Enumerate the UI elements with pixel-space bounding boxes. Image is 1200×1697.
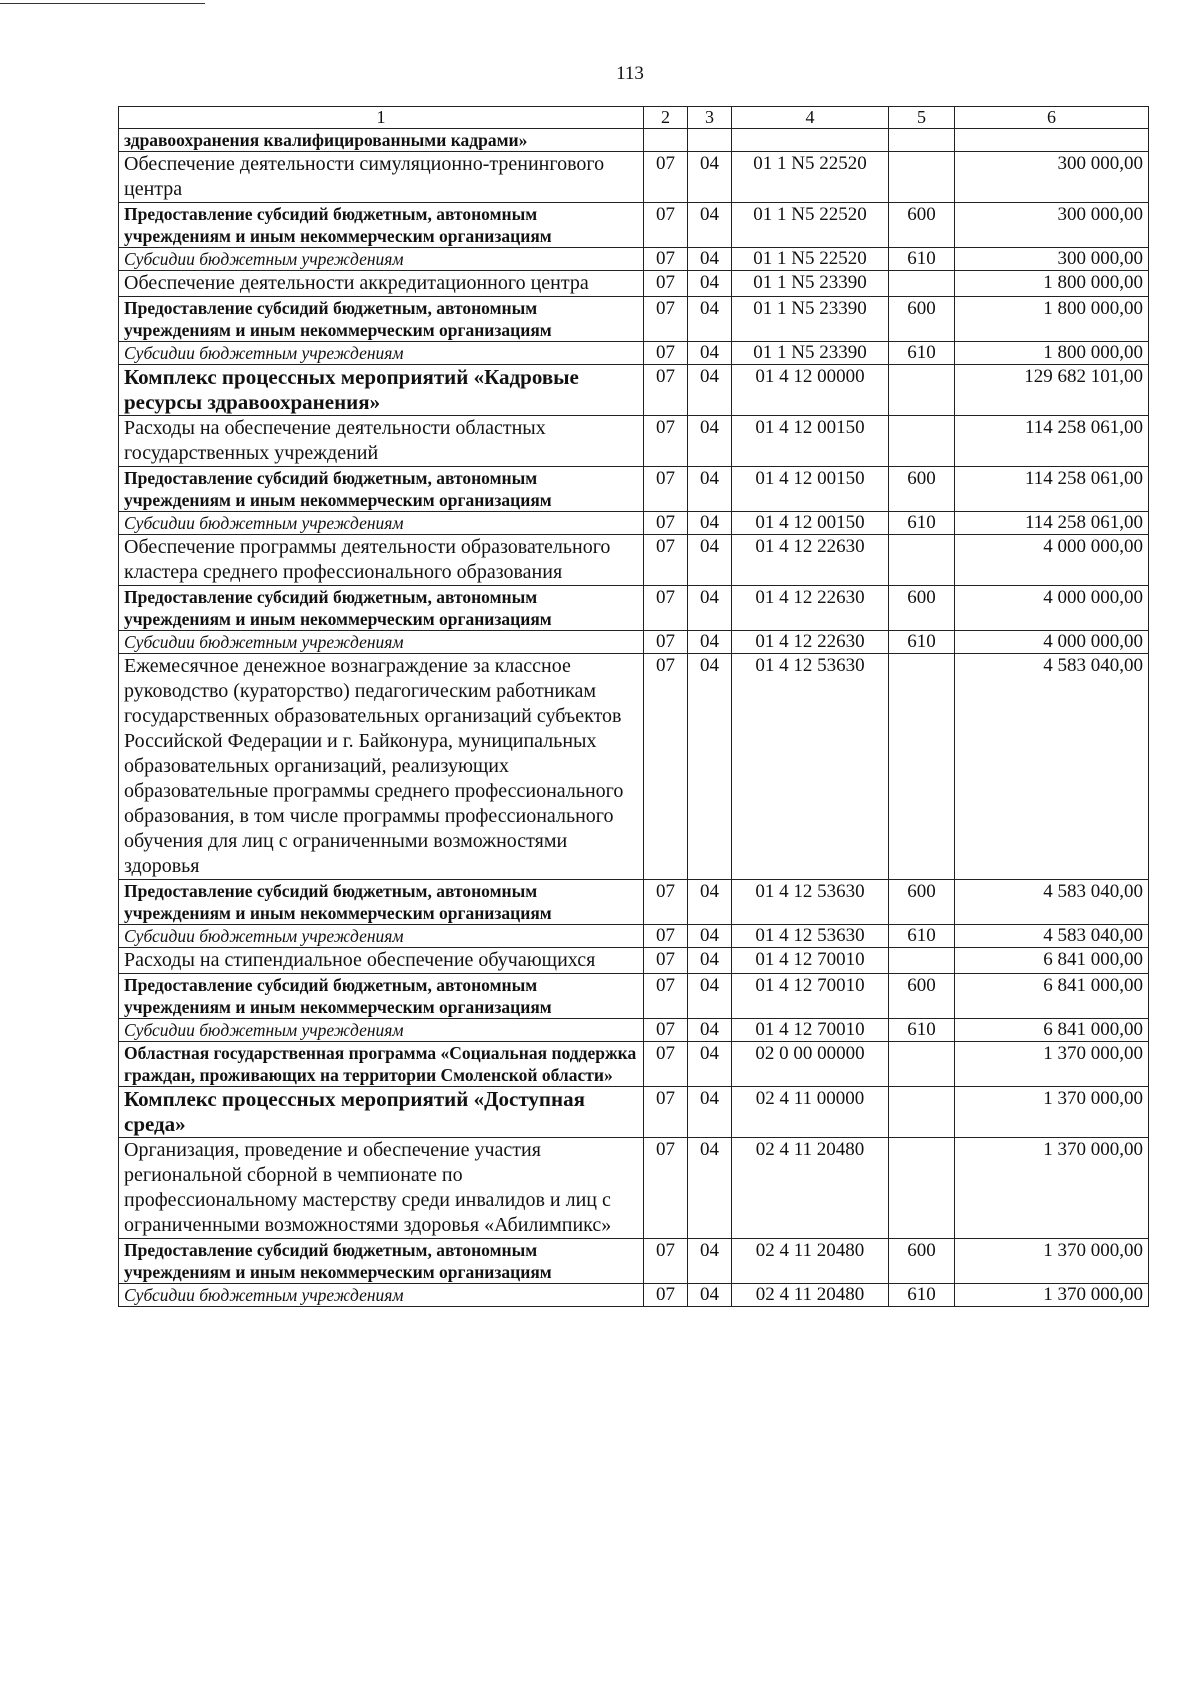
row-amount-cell: 6 841 000,00 — [955, 974, 1149, 1019]
row-name-cell: Областная государственная программа «Социальная поддержка граждан, проживающих на территории Смоленской области» — [119, 1042, 644, 1087]
row-subsection-cell: 04 — [688, 271, 732, 297]
row-expense-type-cell — [889, 535, 955, 586]
row-section-cell: 07 — [644, 631, 688, 654]
row-subsection-cell: 04 — [688, 1138, 732, 1239]
table-row — [119, 535, 1149, 586]
row-amount-cell: 1 800 000,00 — [955, 271, 1149, 297]
row-target-article-cell: 02 4 11 00000 — [732, 1087, 889, 1138]
row-target-article-cell: 01 1 N5 22520 — [732, 152, 889, 203]
row-name-cell: Обеспечение программы деятельности образовательного кластера среднего профессионального образования — [119, 535, 644, 586]
row-amount-cell: 1 370 000,00 — [955, 1087, 1149, 1138]
table-row — [119, 1284, 1149, 1307]
table-header-row — [119, 107, 1149, 129]
table-row — [119, 203, 1149, 248]
row-expense-type-cell: 610 — [889, 248, 955, 271]
page-number: 113 — [616, 63, 644, 84]
row-subsection-cell: 04 — [688, 342, 732, 365]
row-amount-cell: 6 841 000,00 — [955, 948, 1149, 974]
row-name-cell: Предоставление субсидий бюджетным, автономным учреждениям и иным некоммерческим организациям — [119, 974, 644, 1019]
table-row — [119, 1019, 1149, 1042]
row-section-cell: 07 — [644, 1239, 688, 1284]
table-row — [119, 342, 1149, 365]
row-name-cell: Субсидии бюджетным учреждениям — [119, 1019, 644, 1042]
row-target-article-cell: 01 4 12 22630 — [732, 535, 889, 586]
row-expense-type-cell: 610 — [889, 342, 955, 365]
row-amount-cell: 114 258 061,00 — [955, 416, 1149, 467]
row-target-article-cell: 01 4 12 00000 — [732, 365, 889, 416]
row-subsection-cell: 04 — [688, 1087, 732, 1138]
row-amount-cell: 1 370 000,00 — [955, 1239, 1149, 1284]
row-subsection-cell: 04 — [688, 203, 732, 248]
row-target-article-cell: 01 4 12 70010 — [732, 974, 889, 1019]
table-row — [119, 654, 1149, 880]
row-name-cell: Предоставление субсидий бюджетным, автономным учреждениям и иным некоммерческим организациям — [119, 880, 644, 925]
row-section-cell: 07 — [644, 948, 688, 974]
table-row — [119, 129, 1149, 152]
header-cell-4: 4 — [732, 107, 889, 129]
row-subsection-cell: 04 — [688, 880, 732, 925]
row-target-article-cell: 01 4 12 53630 — [732, 880, 889, 925]
row-target-article-cell: 01 4 12 53630 — [732, 654, 889, 880]
header-cell-1: 1 — [119, 107, 644, 129]
row-name-cell: Субсидии бюджетным учреждениям — [119, 248, 644, 271]
row-subsection-cell: 04 — [688, 1019, 732, 1042]
table-row — [119, 880, 1149, 925]
row-amount-cell: 129 682 101,00 — [955, 365, 1149, 416]
header-cell-2: 2 — [644, 107, 688, 129]
row-subsection-cell: 04 — [688, 416, 732, 467]
row-target-article-cell: 01 4 12 00150 — [732, 416, 889, 467]
row-expense-type-cell: 610 — [889, 631, 955, 654]
row-target-article-cell: 01 1 N5 23390 — [732, 271, 889, 297]
row-target-article-cell: 01 4 12 00150 — [732, 512, 889, 535]
row-name-cell: Предоставление субсидий бюджетным, автономным учреждениям и иным некоммерческим организациям — [119, 203, 644, 248]
row-expense-type-cell: 600 — [889, 586, 955, 631]
row-section-cell: 07 — [644, 1087, 688, 1138]
row-target-article-cell: 01 1 N5 22520 — [732, 248, 889, 271]
table-row — [119, 271, 1149, 297]
row-amount-cell: 4 583 040,00 — [955, 925, 1149, 948]
row-name-cell: Предоставление субсидий бюджетным, автономным учреждениям и иным некоммерческим организациям — [119, 586, 644, 631]
row-amount-cell: 1 370 000,00 — [955, 1284, 1149, 1307]
row-amount-cell: 6 841 000,00 — [955, 1019, 1149, 1042]
row-amount-cell: 4 000 000,00 — [955, 586, 1149, 631]
row-expense-type-cell: 610 — [889, 925, 955, 948]
row-section-cell: 07 — [644, 152, 688, 203]
row-name-cell: Предоставление субсидий бюджетным, автономным учреждениям и иным некоммерческим организациям — [119, 1239, 644, 1284]
row-expense-type-cell — [889, 129, 955, 152]
row-name-cell: Обеспечение деятельности аккредитационного центра — [119, 271, 644, 297]
row-expense-type-cell — [889, 271, 955, 297]
row-section-cell: 07 — [644, 203, 688, 248]
row-subsection-cell: 04 — [688, 467, 732, 512]
row-section-cell: 07 — [644, 342, 688, 365]
row-target-article-cell: 01 4 12 53630 — [732, 925, 889, 948]
budget-table — [118, 106, 1149, 1307]
table-row — [119, 631, 1149, 654]
row-target-article-cell: 01 4 12 00150 — [732, 467, 889, 512]
row-expense-type-cell: 600 — [889, 974, 955, 1019]
row-name-cell: Расходы на обеспечение деятельности областных государственных учреждений — [119, 416, 644, 467]
row-name-cell: Субсидии бюджетным учреждениям — [119, 1284, 644, 1307]
table-row — [119, 467, 1149, 512]
row-amount-cell: 1 370 000,00 — [955, 1138, 1149, 1239]
row-subsection-cell: 04 — [688, 535, 732, 586]
row-target-article-cell: 01 1 N5 23390 — [732, 342, 889, 365]
row-section-cell: 07 — [644, 248, 688, 271]
row-target-article-cell: 01 1 N5 23390 — [732, 297, 889, 342]
row-expense-type-cell — [889, 1042, 955, 1087]
table-row — [119, 152, 1149, 203]
table-row — [119, 512, 1149, 535]
table-row — [119, 925, 1149, 948]
row-expense-type-cell: 600 — [889, 297, 955, 342]
row-amount-cell: 4 000 000,00 — [955, 535, 1149, 586]
row-section-cell: 07 — [644, 467, 688, 512]
table-row — [119, 948, 1149, 974]
header-cell-3: 3 — [688, 107, 732, 129]
row-section-cell: 07 — [644, 535, 688, 586]
row-amount-cell: 114 258 061,00 — [955, 467, 1149, 512]
row-name-cell: Субсидии бюджетным учреждениям — [119, 512, 644, 535]
row-amount-cell: 300 000,00 — [955, 248, 1149, 271]
row-amount-cell: 1 370 000,00 — [955, 1042, 1149, 1087]
row-name-cell: Комплекс процессных мероприятий «Доступная среда» — [119, 1087, 644, 1138]
row-target-article-cell — [732, 129, 889, 152]
row-name-cell: Обеспечение деятельности симуляционно-тренингового центра — [119, 152, 644, 203]
row-expense-type-cell: 610 — [889, 1019, 955, 1042]
header-cell-5: 5 — [889, 107, 955, 129]
row-section-cell: 07 — [644, 974, 688, 1019]
row-target-article-cell: 01 1 N5 22520 — [732, 203, 889, 248]
row-name-cell: Предоставление субсидий бюджетным, автономным учреждениям и иным некоммерческим организациям — [119, 467, 644, 512]
row-expense-type-cell — [889, 365, 955, 416]
row-section-cell: 07 — [644, 880, 688, 925]
row-amount-cell: 300 000,00 — [955, 152, 1149, 203]
corner-line — [0, 3, 205, 4]
row-section-cell: 07 — [644, 925, 688, 948]
row-subsection-cell: 04 — [688, 365, 732, 416]
table-body — [119, 107, 1149, 1307]
row-amount-cell: 1 800 000,00 — [955, 342, 1149, 365]
row-subsection-cell: 04 — [688, 297, 732, 342]
row-target-article-cell: 01 4 12 70010 — [732, 1019, 889, 1042]
row-expense-type-cell: 600 — [889, 880, 955, 925]
row-amount-cell: 4 000 000,00 — [955, 631, 1149, 654]
row-section-cell: 07 — [644, 1138, 688, 1239]
row-subsection-cell: 04 — [688, 586, 732, 631]
row-expense-type-cell — [889, 948, 955, 974]
row-subsection-cell: 04 — [688, 512, 732, 535]
row-subsection-cell: 04 — [688, 1239, 732, 1284]
row-name-cell: Комплекс процессных мероприятий «Кадровые ресурсы здравоохранения» — [119, 365, 644, 416]
table-row — [119, 974, 1149, 1019]
row-expense-type-cell — [889, 1087, 955, 1138]
row-section-cell: 07 — [644, 297, 688, 342]
row-subsection-cell: 04 — [688, 974, 732, 1019]
row-section-cell: 07 — [644, 512, 688, 535]
header-cell-6: 6 — [955, 107, 1149, 129]
row-section-cell: 07 — [644, 586, 688, 631]
row-name-cell: Субсидии бюджетным учреждениям — [119, 342, 644, 365]
row-amount-cell: 1 800 000,00 — [955, 297, 1149, 342]
row-amount-cell: 114 258 061,00 — [955, 512, 1149, 535]
row-target-article-cell: 01 4 12 70010 — [732, 948, 889, 974]
table-row — [119, 1042, 1149, 1087]
row-name-cell: Ежемесячное денежное вознаграждение за классное руководство (кураторство) педагогическим работникам государственных образовательных организаций субъектов Российской Федерации и г. Байконура, муниципальных образовательных организаций, реализующих образовательные программы среднего профессионального образования, в том числе программы профессионального обучения для лиц с ограниченными возможностями здоровья — [119, 654, 644, 880]
row-subsection-cell: 04 — [688, 948, 732, 974]
row-subsection-cell — [688, 129, 732, 152]
row-subsection-cell: 04 — [688, 152, 732, 203]
row-subsection-cell: 04 — [688, 631, 732, 654]
row-subsection-cell: 04 — [688, 1284, 732, 1307]
row-name-cell: Организация, проведение и обеспечение участия региональной сборной в чемпионате по профессиональному мастерству среди инвалидов и лиц с ограниченными возможностями здоровья «Абилимпикс» — [119, 1138, 644, 1239]
table-row — [119, 248, 1149, 271]
row-section-cell: 07 — [644, 271, 688, 297]
row-section-cell: 07 — [644, 1284, 688, 1307]
table-row — [119, 1138, 1149, 1239]
row-expense-type-cell: 600 — [889, 1239, 955, 1284]
row-name-cell: Расходы на стипендиальное обеспечение обучающихся — [119, 948, 644, 974]
row-amount-cell: 4 583 040,00 — [955, 880, 1149, 925]
row-target-article-cell: 02 0 00 00000 — [732, 1042, 889, 1087]
row-target-article-cell: 01 4 12 22630 — [732, 631, 889, 654]
table-row — [119, 1239, 1149, 1284]
row-target-article-cell: 02 4 11 20480 — [732, 1284, 889, 1307]
row-target-article-cell: 02 4 11 20480 — [732, 1239, 889, 1284]
row-section-cell — [644, 129, 688, 152]
row-name-cell: здравоохранения квалифицированными кадрами» — [119, 129, 644, 152]
row-target-article-cell: 01 4 12 22630 — [732, 586, 889, 631]
table-row — [119, 1087, 1149, 1138]
row-name-cell: Субсидии бюджетным учреждениям — [119, 631, 644, 654]
row-amount-cell — [955, 129, 1149, 152]
row-expense-type-cell — [889, 654, 955, 880]
row-section-cell: 07 — [644, 1042, 688, 1087]
row-expense-type-cell: 600 — [889, 203, 955, 248]
row-subsection-cell: 04 — [688, 1042, 732, 1087]
row-expense-type-cell — [889, 152, 955, 203]
row-subsection-cell: 04 — [688, 925, 732, 948]
row-amount-cell: 300 000,00 — [955, 203, 1149, 248]
row-expense-type-cell: 610 — [889, 1284, 955, 1307]
row-subsection-cell: 04 — [688, 248, 732, 271]
row-section-cell: 07 — [644, 416, 688, 467]
table-row — [119, 297, 1149, 342]
row-section-cell: 07 — [644, 654, 688, 880]
row-expense-type-cell — [889, 416, 955, 467]
row-section-cell: 07 — [644, 1019, 688, 1042]
table-row — [119, 365, 1149, 416]
row-section-cell: 07 — [644, 365, 688, 416]
row-name-cell: Субсидии бюджетным учреждениям — [119, 925, 644, 948]
row-amount-cell: 4 583 040,00 — [955, 654, 1149, 880]
row-expense-type-cell: 610 — [889, 512, 955, 535]
row-target-article-cell: 02 4 11 20480 — [732, 1138, 889, 1239]
row-subsection-cell: 04 — [688, 654, 732, 880]
row-expense-type-cell — [889, 1138, 955, 1239]
table-row — [119, 586, 1149, 631]
table-row — [119, 416, 1149, 467]
row-expense-type-cell: 600 — [889, 467, 955, 512]
row-name-cell: Предоставление субсидий бюджетным, автономным учреждениям и иным некоммерческим организациям — [119, 297, 644, 342]
